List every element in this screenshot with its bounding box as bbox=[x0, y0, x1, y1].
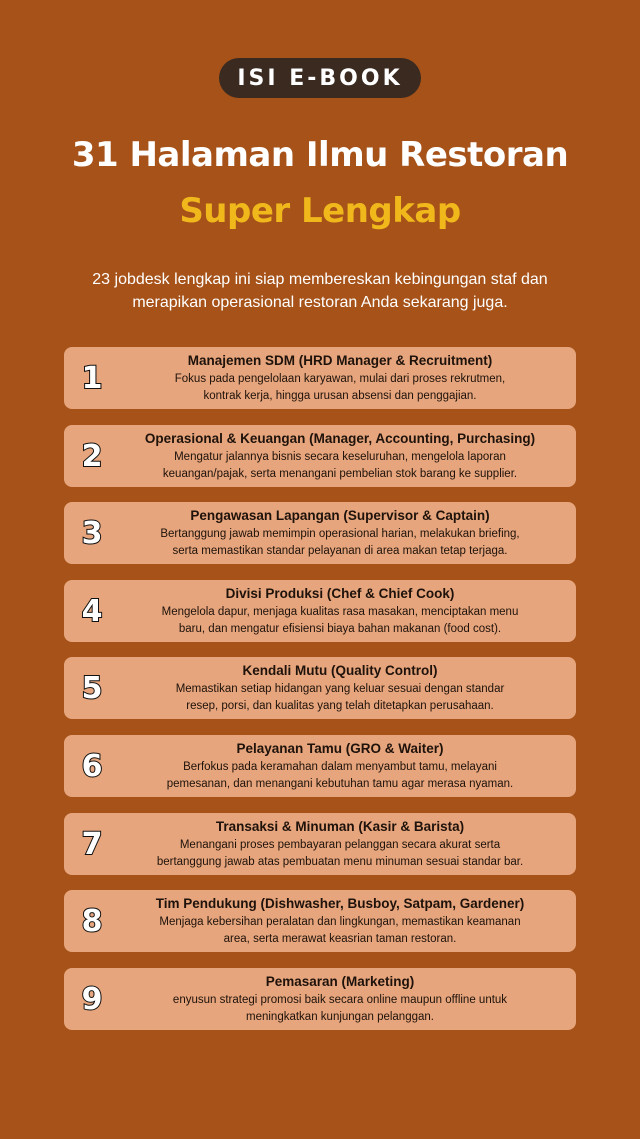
item-description bbox=[112, 526, 568, 560]
card-content bbox=[112, 739, 568, 793]
card-content bbox=[112, 351, 568, 405]
card-content bbox=[112, 429, 568, 483]
description-line: Berfokus pada keramahan dalam menyambut tamu, melayani bbox=[183, 761, 497, 773]
description-line: Fokus pada pengelolaan karyawan, mulai dari proses rekrutmen, bbox=[174, 373, 506, 385]
intro-line: 23 jobdesk lengkap ini siap membereskan kebingungan staf dan bbox=[92, 271, 548, 288]
item-title: Pemasaran (Marketing) bbox=[265, 974, 415, 989]
item-description bbox=[112, 837, 568, 871]
description-line: resep, porsi, dan kualitas yang telah ditetapkan perusahaan. bbox=[186, 700, 494, 712]
card-content bbox=[112, 661, 568, 715]
item-number: 8 bbox=[81, 903, 103, 939]
jobdesk-card-9 bbox=[64, 968, 576, 1030]
intro-text bbox=[40, 268, 600, 314]
item-title: Kendali Mutu (Quality Control) bbox=[242, 663, 438, 678]
item-title: Divisi Produksi (Chef & Chief Cook) bbox=[225, 586, 455, 601]
description-line: enyusun strategi promosi baik secara online maupun offline untuk bbox=[172, 994, 508, 1006]
description-line: bertanggung jawab atas pembuatan menu minuman sesuai standar bar. bbox=[156, 856, 524, 868]
intro-line: merapikan operasional restoran Anda sekarang juga. bbox=[132, 294, 508, 311]
card-content bbox=[112, 972, 568, 1026]
item-description bbox=[112, 604, 568, 638]
description-line: baru, dan mengatur efisiensi biaya bahan makanan (food cost). bbox=[178, 623, 502, 635]
item-number: 3 bbox=[81, 515, 103, 551]
ebook-badge: ISI E-BOOK bbox=[219, 58, 421, 98]
item-description bbox=[112, 371, 568, 405]
description-line: Menangani proses pembayaran pelanggan secara akurat serta bbox=[179, 839, 501, 851]
page-title: 31 Halaman Ilmu Restoran bbox=[71, 135, 569, 175]
card-content bbox=[112, 506, 568, 560]
item-number: 6 bbox=[81, 748, 103, 784]
card-content bbox=[112, 817, 568, 871]
item-description bbox=[112, 992, 568, 1026]
description-line: kontrak kerja, hingga urusan absensi dan penggajian. bbox=[203, 390, 477, 402]
description-line: meningkatkan kunjungan pelanggan. bbox=[246, 1011, 434, 1023]
item-number: 5 bbox=[81, 670, 103, 706]
item-title: Manajemen SDM (HRD Manager & Recruitment) bbox=[187, 353, 493, 368]
card-content bbox=[112, 894, 568, 948]
description-line: Bertanggung jawab memimpin operasional harian, melakukan briefing, bbox=[160, 528, 520, 540]
description-line: Mengelola dapur, menjaga kualitas rasa masakan, menciptakan menu bbox=[161, 606, 519, 618]
item-number: 9 bbox=[81, 981, 103, 1017]
description-line: keuangan/pajak, serta menangani pembelian stok barang ke supplier. bbox=[162, 468, 518, 480]
item-number: 7 bbox=[81, 826, 103, 862]
jobdesk-card-3 bbox=[64, 502, 576, 564]
description-line: Menjaga kebersihan peralatan dan lingkungan, memastikan keamanan bbox=[159, 916, 521, 928]
jobdesk-card-7 bbox=[64, 813, 576, 875]
item-description bbox=[112, 449, 568, 483]
jobdesk-card-5 bbox=[64, 657, 576, 719]
item-title: Pengawasan Lapangan (Supervisor & Captain) bbox=[190, 508, 490, 523]
jobdesk-card-2 bbox=[64, 425, 576, 487]
item-title: Tim Pendukung (Dishwasher, Busboy, Satpam, Gardener) bbox=[155, 896, 525, 911]
card-content bbox=[112, 584, 568, 638]
jobdesk-card-1 bbox=[64, 347, 576, 409]
item-title: Transaksi & Minuman (Kasir & Barista) bbox=[215, 819, 465, 834]
jobdesk-card-6 bbox=[64, 735, 576, 797]
jobdesk-card-4 bbox=[64, 580, 576, 642]
item-title: Pelayanan Tamu (GRO & Waiter) bbox=[236, 741, 444, 756]
description-line: area, serta merawat keasrian taman restoran. bbox=[223, 933, 457, 945]
description-line: Mengatur jalannya bisnis secara keseluruhan, mengelola laporan bbox=[174, 451, 506, 463]
item-number: 2 bbox=[81, 438, 103, 474]
item-description bbox=[112, 681, 568, 715]
description-line: Memastikan setiap hidangan yang keluar sesuai dengan standar bbox=[175, 683, 505, 695]
item-number: 4 bbox=[81, 593, 103, 629]
item-number: 1 bbox=[81, 360, 103, 396]
jobdesk-card-8 bbox=[64, 890, 576, 952]
page-subtitle: Super Lengkap bbox=[179, 191, 461, 231]
description-line: pemesanan, dan menangani kebutuhan tamu agar merasa nyaman. bbox=[166, 778, 514, 790]
item-title: Operasional & Keuangan (Manager, Accounting, Purchasing) bbox=[144, 431, 536, 446]
description-line: serta memastikan standar pelayanan di area makan tetap terjaga. bbox=[172, 545, 508, 557]
item-description bbox=[112, 914, 568, 948]
item-description bbox=[112, 759, 568, 793]
